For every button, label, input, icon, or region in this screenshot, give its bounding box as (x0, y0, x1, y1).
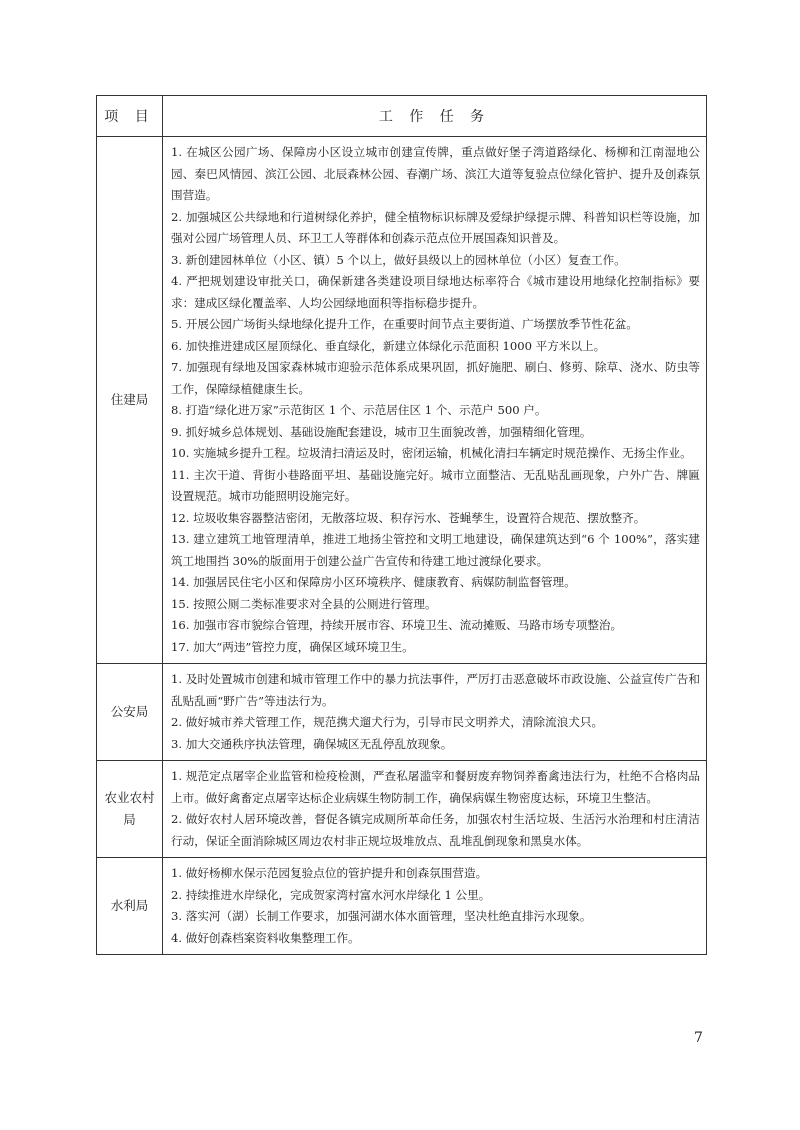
tasks-gongan (163, 664, 707, 761)
task-item: 15. 按照公厕二类标准要求对全县的公厕进行管理。 (171, 596, 437, 611)
task-item: 10. 实施城乡提升工程。垃圾清扫清运及时，密闭运输，机械化清扫车辆定时规范操作、无扬尘作业。 (171, 446, 692, 460)
task-item: 2. 加强城区公共绿地和行道树绿化养护，健全植物标识标牌及爱绿护绿提示牌、科普知识栏等设施，加强对公园广场管理人员、环卫工人等群体和创森示范点位开展国森知识普及。 (171, 209, 700, 245)
task-item: 16. 加强市容市貌综合管理，持续开展市容、环境卫生、流动摊贩、马路市场专项整治。 (171, 618, 623, 632)
header-task: 工 作 任 务 (163, 96, 707, 137)
task-item: 2. 做好城市养犬管理工作，规范携犬遛犬行为，引导市民文明养犬，清除流浪犬只。 (171, 715, 604, 729)
table-row-nongye (97, 761, 707, 858)
task-item: 3. 加大交通秩序执法管理，确保城区无乱停乱放现象。 (171, 736, 453, 751)
task-item: 13. 建立建筑工地管理清单，推进工地扬尘管控和文明工地建设，确保建筑达到“6 个 100%”，落实建筑工地围挡 30%的版面用于创建公益广告宣传和待建工地过渡绿化要求。 (171, 532, 700, 568)
header-dept: 项 目 (97, 96, 163, 137)
tasks-shuili (163, 858, 707, 955)
task-item: 6. 加快推进建成区屋顶绿化、垂直绿化，新建立体绿化示范面积 1000 平方米以上。 (171, 338, 606, 353)
task-item: 2. 做好农村人居环境改善，督促各镇完成厕所革命任务，加强农村生活垃圾、生活污水治理和村庄清洁行动，保证全面消除城区周边农村非正规垃圾堆放点、乱堆乱倒现象和黑臭水体。 (171, 812, 700, 848)
task-item: 1. 在城区公园广场、保障房小区设立城市创建宣传牌，重点做好堡子湾道路绿化、杨柳和江南湿地公园、秦巴风情园、滨江公园、北辰森林公园、春潮广场、滨江大道等复验点位绿化管护、提升及创森氛围营造。 (171, 145, 700, 202)
task-item: 12. 垃圾收集容器整洁密闭，无散落垃圾、积存污水、苍蝇孳生，设置符合规范、摆放整齐。 (171, 510, 646, 525)
task-item: 1. 做好杨柳水保示范园复验点位的管护提升和创森氛围营造。 (171, 866, 488, 880)
task-item: 17. 加大“两违”管控力度，确保区域环境卫生。 (171, 639, 414, 654)
table-row-gongan (97, 664, 707, 761)
page-number: 7 (694, 1030, 703, 1046)
task-item: 11. 主次干道、背街小巷路面平坦、基础设施完好。城市立面整洁、无乱贴乱画现象，户外广告、牌匾设置规范。城市功能照明设施完好。 (171, 467, 700, 503)
dept-shuili: 水利局 (97, 858, 163, 955)
dept-zhujian: 住建局 (97, 137, 163, 664)
task-item: 8. 打造“绿化进万家”示范街区 1 个、示范居住区 1 个、示范户 500 户。 (171, 403, 547, 417)
task-item: 9. 抓好城乡总体规划、基础设施配套建设，城市卫生面貌改善，加强精细化管理。 (171, 424, 592, 439)
tasks-nongye (163, 761, 707, 858)
task-item: 5. 开展公园广场街头绿地绿化提升工作，在重要时间节点主要街道、广场摆放季节性花盆。 (171, 317, 638, 331)
task-item: 1. 及时处置城市创建和城市管理工作中的暴力抗法事件，严厉打击恶意破坏市政设施、公益宣传广告和乱贴乱画“野广告”等违法行为。 (171, 672, 700, 708)
table-row-shuili (97, 858, 707, 955)
task-item: 3. 新创建园林单位（小区、镇）5 个以上，做好县级以上的园林单位（小区）复查工作。 (171, 252, 626, 267)
task-item: 3. 落实河（湖）长制工作要求，加强河湖水体水面管理，坚决杜绝直排污水现象。 (171, 909, 592, 923)
tasks-zhujian (163, 137, 707, 664)
table-row-zhujian (97, 137, 707, 664)
task-item: 1. 规范定点屠宰企业监管和检疫检测，严查私屠滥宰和餐厨废弃物饲养畜禽违法行为，杜绝不合格肉品上市。做好禽畜定点屠宰达标企业病媒生物防制工作，确保病媒生物密度达标，环境卫生整洁。 (171, 769, 700, 805)
task-item: 4. 严把规划建设审批关口，确保新建各类建设项目绿地达标率符合《城市建设用地绿化控制指标》要求：建成区绿化覆盖率、人均公园绿地面积等指标稳步提升。 (171, 274, 700, 310)
dept-nongye: 农业农村局 (97, 761, 163, 858)
dept-gongan: 公安局 (97, 664, 163, 761)
task-item: 4. 做好创森档案资料收集整理工作。 (171, 930, 360, 945)
task-item: 14. 加强居民住宅小区和保障房小区环境秩序、健康教育、病媒防制监督管理。 (171, 575, 576, 589)
table-header-row (97, 96, 707, 137)
task-item: 2. 持续推进水岸绿化，完成贺家湾村富水河水岸绿化 1 公里。 (171, 887, 491, 902)
task-table (96, 95, 707, 955)
task-item: 7. 加强现有绿地及国家森林城市迎验示范体系成果巩固，抓好施肥、刷白、修剪、除草、浇水、防虫等工作，保障绿植健康生长。 (171, 360, 700, 396)
